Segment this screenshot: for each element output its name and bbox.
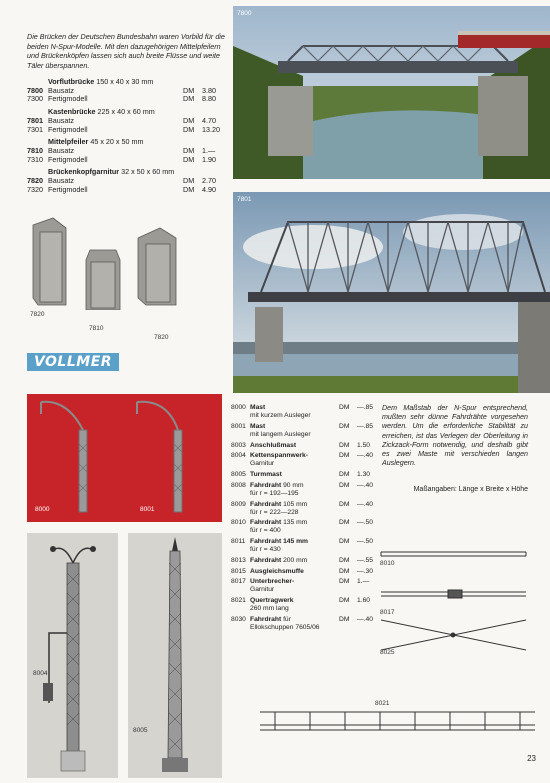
item-description: [250, 423, 339, 439]
price-value: —.40: [357, 481, 373, 489]
item-number: 8013: [231, 556, 246, 564]
currency: DM: [183, 176, 195, 186]
item-number: 8030: [231, 615, 246, 623]
item-number: 8005: [231, 471, 246, 479]
item-description: [250, 452, 339, 468]
price-value: 2.70: [202, 176, 216, 186]
catenary-item: [231, 557, 379, 565]
item-subtitle: mit langem Ausleger: [250, 430, 311, 438]
item-size: 135 mm: [283, 519, 308, 527]
price-row: [27, 95, 225, 104]
page-number: 23: [527, 754, 536, 763]
item-size: 90 mm: [283, 481, 304, 489]
currency: DM: [183, 94, 195, 104]
catenary-item: [231, 404, 379, 420]
catenary-item: [231, 597, 379, 613]
price-value: 4.70: [202, 115, 216, 125]
article-description: Bausatz: [48, 176, 74, 186]
product-dimensions: 45 x 20 x 50 mm: [90, 137, 144, 147]
article-description: Fertigmodell: [48, 184, 88, 194]
item-description: [250, 568, 339, 576]
catenary-item: [231, 578, 379, 594]
currency: DM: [339, 615, 350, 623]
item-subtitle: für r = 430: [250, 546, 281, 554]
article-number: 7320: [27, 184, 43, 194]
price-value: 1.30: [357, 471, 371, 479]
item-number: 8015: [231, 567, 246, 575]
wire-label-8017: 8017: [380, 609, 395, 616]
item-description: [250, 597, 339, 613]
item-number: 8008: [231, 481, 246, 489]
currency: DM: [339, 500, 350, 508]
price-value: —.40: [357, 500, 373, 508]
article-description: Fertigmodell: [48, 94, 88, 104]
item-size: 105 mm: [283, 500, 308, 508]
catenary-item: [231, 538, 379, 554]
mast-8004-panel: [27, 533, 118, 778]
catenary-items-list: [231, 404, 379, 635]
item-subtitle: Garnitur: [250, 460, 275, 468]
currency: DM: [339, 538, 350, 546]
product-name: Mittelpfeiler: [48, 137, 89, 147]
item-number: 8010: [231, 519, 246, 527]
price-value: —.55: [357, 556, 373, 564]
price-value: —.50: [357, 519, 373, 527]
price-value: —.85: [357, 404, 373, 411]
article-number: 7301: [27, 124, 43, 134]
item-title: Anschlußmast: [250, 441, 297, 449]
mast-label-8005: 8005: [133, 727, 148, 734]
item-title: Mast: [250, 422, 266, 430]
product-name: Brückenkopfgarnitur: [48, 167, 120, 177]
currency: DM: [339, 452, 350, 460]
item-subtitle: für r = 400: [250, 527, 281, 535]
item-title: Fahrdraht: [250, 500, 282, 508]
photo-label-7801: 7801: [237, 196, 252, 203]
photo-bridge-7800: [233, 6, 550, 179]
item-title: Fahrdraht: [250, 556, 282, 564]
price-group: [27, 78, 225, 104]
price-list: [27, 78, 225, 198]
item-title: Unterbrecher-: [250, 578, 295, 586]
item-description: [250, 519, 339, 535]
price-value: 1.50: [357, 441, 371, 449]
photo-bridge-7801: [233, 192, 550, 393]
item-title: Quertragwerk: [250, 597, 294, 604]
product-dimensions: 32 x 50 x 60 mm: [121, 167, 175, 177]
item-subtitle: mit kurzem Ausleger: [250, 412, 311, 420]
item-number: 8011: [231, 538, 246, 546]
item-title: Kettenspannwerk-: [250, 452, 308, 460]
price-value: 1.60: [357, 597, 371, 604]
catenary-item: [231, 442, 379, 450]
vollmer-logo: VOLLMER: [27, 353, 119, 371]
item-title: Mast: [250, 404, 266, 411]
currency: DM: [339, 567, 350, 575]
currency: DM: [339, 404, 350, 411]
item-number: 8000: [231, 404, 246, 411]
price-group: [27, 168, 225, 194]
mast-8005-panel: [128, 533, 222, 778]
catenary-item: [231, 616, 379, 632]
item-size: für: [283, 615, 291, 623]
cross-span-drawing: [255, 700, 540, 745]
item-title: Fahrdraht 145 mm: [250, 538, 308, 546]
item-number: 8004: [231, 452, 246, 460]
currency: DM: [339, 441, 350, 449]
dimensions-note: Maßangaben: Länge x Breite x Höhe: [413, 486, 528, 493]
catenary-item: [231, 482, 379, 498]
catenary-item: [231, 471, 379, 479]
article-description: Bausatz: [48, 145, 74, 155]
photo-label-7800: 7800: [237, 10, 252, 17]
item-number: 8021: [231, 597, 246, 604]
currency: DM: [183, 184, 195, 194]
item-title: Fahrdraht: [250, 481, 282, 489]
article-description: Bausatz: [48, 85, 74, 95]
currency: DM: [339, 556, 350, 564]
wire-label-8025: 8025: [380, 649, 395, 656]
currency: DM: [339, 471, 350, 479]
masts-8000-8001-panel: [27, 394, 222, 522]
price-value: —.40: [357, 615, 373, 623]
price-value: 8.80: [202, 94, 216, 104]
intro-text: Die Brücken der Deutschen Bundesbahn waren Vorbild für die beiden N-Spur-Modelle. Mit den dazugehörigen Mittelpfeilern und Brückenköpfen lassen sich auch breite Flüsse und weite Täler überspannen.: [27, 32, 225, 70]
wire-label-8021: 8021: [375, 700, 390, 707]
price-value: 13.20: [202, 124, 220, 134]
price-row: [27, 156, 225, 165]
article-number: 7800: [27, 85, 43, 95]
currency: DM: [339, 481, 350, 489]
currency: DM: [183, 154, 195, 164]
article-description: Fertigmodell: [48, 154, 88, 164]
item-number: 8009: [231, 500, 246, 508]
item-description: [250, 557, 339, 565]
item-title: Turmmast: [250, 471, 282, 479]
item-number: 8017: [231, 578, 246, 586]
price-value: —.85: [357, 422, 373, 430]
item-subtitle: Garnitur: [250, 586, 275, 594]
item-subtitle: für r = 222—228: [250, 508, 299, 516]
price-value: 1.—: [202, 145, 216, 155]
wire-drawings: [376, 540, 536, 660]
pier-label-7810: 7810: [89, 325, 104, 332]
item-description: [250, 442, 339, 450]
price-group: [27, 138, 225, 164]
price-group: [27, 108, 225, 134]
mast-label-8000: 8000: [35, 506, 50, 513]
currency: DM: [339, 422, 350, 430]
article-number: 7310: [27, 154, 43, 164]
item-title: Ausgleichsmuffe: [250, 567, 304, 575]
catenary-item: [231, 423, 379, 439]
product-name: Kastenbrücke: [48, 107, 96, 117]
article-number: 7820: [27, 176, 43, 186]
price-value: 1.—: [357, 578, 370, 586]
price-value: 3.80: [202, 85, 216, 95]
price-value: —.50: [357, 538, 373, 546]
catenary-item: [231, 519, 379, 535]
currency: DM: [339, 519, 350, 527]
item-description: [250, 578, 339, 594]
item-subtitle: 260 mm lang: [250, 605, 289, 613]
mast-label-8001: 8001: [140, 506, 155, 513]
price-row: [27, 186, 225, 195]
item-subtitle: Ellokschuppen 7605/06: [250, 623, 320, 631]
item-description: [250, 471, 339, 479]
item-number: 8001: [231, 422, 246, 430]
price-value: —.40: [357, 452, 373, 460]
item-description: [250, 482, 339, 498]
item-description: [250, 501, 339, 517]
item-number: 8003: [231, 441, 246, 449]
price-value: 4.90: [202, 184, 216, 194]
item-description: [250, 404, 339, 420]
price-value: 1.90: [202, 154, 216, 164]
mast-label-8004: 8004: [33, 670, 48, 677]
currency: DM: [183, 85, 195, 95]
currency: DM: [183, 145, 195, 155]
product-name: Vorflutbrücke: [48, 77, 95, 86]
bridge-piers-image: [28, 210, 178, 310]
item-size: 200 mm: [283, 556, 308, 564]
article-number: 7810: [27, 145, 43, 155]
item-subtitle: für r = 192—195: [250, 489, 299, 497]
description-text: Dem Maßstab der N-Spur entsprechend, mußten sehr dünne Fahrdrähte vorgesehen werden. Um die erforderliche Stabilität zu erreichen, ist das Verlegen der Oberleitung in Zickzack-Form notwendig, und deshalb gibt es zwei Maste mit verschieden langen Auslegern.: [382, 404, 528, 468]
item-title: Fahrdraht: [250, 519, 282, 527]
currency: DM: [183, 124, 195, 134]
pier-label-7820-a: 7820: [30, 311, 45, 318]
article-number: 7300: [27, 94, 43, 104]
pier-label-7820-b: 7820: [154, 334, 169, 341]
item-title: Fahrdraht: [250, 615, 282, 623]
product-dimensions: 150 x 40 x 30 mm: [96, 77, 154, 86]
price-value: —.30: [357, 567, 373, 575]
product-dimensions: 225 x 40 x 60 mm: [97, 107, 155, 117]
article-number: 7801: [27, 115, 43, 125]
wire-label-8010: 8010: [380, 560, 395, 567]
item-description: [250, 538, 339, 554]
currency: DM: [339, 578, 350, 586]
article-description: Fertigmodell: [48, 124, 88, 134]
catenary-item: [231, 501, 379, 517]
price-row: [27, 126, 225, 135]
article-description: Bausatz: [48, 115, 74, 125]
item-description: [250, 616, 339, 632]
catenary-item: [231, 452, 379, 468]
currency: DM: [339, 597, 350, 604]
currency: DM: [183, 115, 195, 125]
catenary-item: [231, 568, 379, 576]
